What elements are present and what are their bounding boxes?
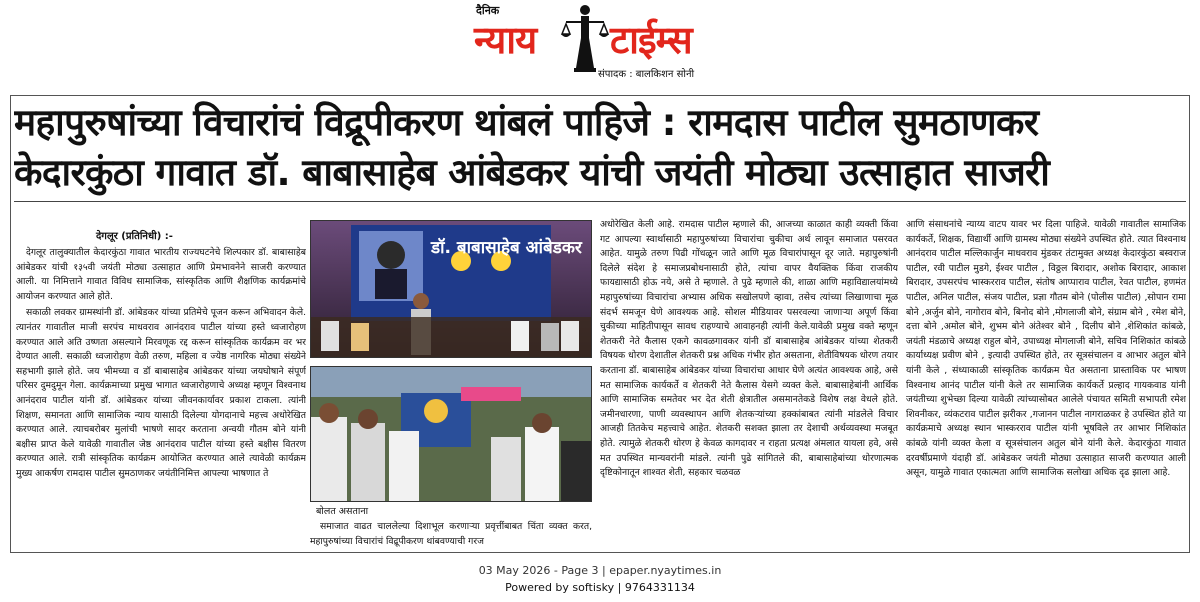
masthead-dainik: दैनिक <box>476 4 500 17</box>
headline-primary: महापुरुषांच्या विचारांचं विद्रूपीकरण थांबलं पाहिजे : रामदास पाटील सुमठाणकर <box>14 101 1039 144</box>
footer-powered-by: Powered by softisky | 9764331134 <box>505 581 695 594</box>
article-column-2 <box>310 520 592 552</box>
dateline: देगलूर (प्रतिनिधी) :- <box>96 231 173 242</box>
article-paragraph: अधोरेखित केली आहे. रामदास पाटील म्हणाले की, आजच्या काळात काही व्यक्ती किंवा गट आपल्या स्वार्थासाठी महापुरुषांच्या विचारांचा चुकीचा अर्थ लावून समाजात पसरवत आहेत. यामुळे तरुण पिढी गोंधळून जाते आणि मूळ विचारांपासून दूर जाते. महापुरुषांनी दिलेले संदेश हे समाजप्रबोधनासाठी होते, त्यांचा वापर वैयक्तिक किंवा राजकीय फायद्यासाठी होऊ नये, असे ते म्हणाले. ते पुढे म्हणाले की, शाळा आणि महाविद्यालयांमध्ये महापुरुषांच्या विचारांचा अभ्यास अधिक सखोलपणे व्हावा, तसेच त्यांच्या लिखाणाचा मूळ संदर्भ समजून घेणे आवश्यक आहे. सोशल मीडियावर पसरवल्या जाणाऱ्या अपूर्ण किंवा चुकीच्या माहितीपासून सावध राहण्याचे आवाहनही त्यांनी केले.यावेळी प्रमुख वक्ते म्हणून शेतकरी नेते कैलास एकगे कावळगावकर यांनी डॉ बाबासाहेब आंबेडकर यांच्या शेतकरी विषयक धोरण देशातील शेतकरी प्रश्न अधिक गंभीर होत असताना, शेतीविषयक धोरण तयार करताना डॉ. बाबासाहेब आंबेडकर यांच्या विचारांचा आधार घेणे अत्यंत आवश्यक आहे, असे मत सामाजिक कार्यकर्ते व शेतकरी नेते कैलास येसगे व्यक्त केले. बाबासाहेबांनी आर्थिक आणि सामाजिक समतेवर भर देत शेती क्षेत्रातील असमानतेकडे विशेष लक्ष वेधले होते. जमीनधारणा, पाणी व्यवस्थापन आणि शेतकऱ्यांच्या हक्कांबाबत त्यांनी मांडलेले विचार आजही तितकेच महत्त्वाचे आहेत. शेतकरी सशक्त झाला तर देशाची अर्थव्यवस्था मजबूत होते. त्यामुळे शेतकरी धोरण हे केवळ कागदावर न राहता प्रत्यक्ष अंमलात यायला हवे, असे मत उपस्थित मान्यवरांनी मांडले. त्यांनी पुढे सांगितले की, बाबासाहेबांच्या धोरणात्मक दृष्टिकोनातून शाश्वत शेती, सहकार चळवळ <box>600 219 898 479</box>
article-paragraph: देगलूर तालुक्यातील केदारकुंठा गावात भारतीय राज्यघटनेचे शिल्पकार डॉ. बाबासाहेब आंबेडकर यांची १३५वी जयंती मोठ्या उत्साहात आणि प्रेमभावनेने साजरी करण्यात आली. या निमित्ताने गावात विविध सामाजिक, सांस्कृतिक आणि शैक्षणिक कार्यक्रमांचे आयोजन करण्यात आले होते. <box>16 247 306 302</box>
headline-divider <box>14 201 1186 202</box>
masthead-title-left: न्याय <box>474 18 537 62</box>
stage-banner-text: डॉ. बाबासाहेब आंबेडकर <box>431 238 582 258</box>
article-column-1 <box>16 226 306 546</box>
photo-caption: बोलत असताना <box>316 506 369 517</box>
headline-secondary: केदारकुंठा गावात डॉ. बाबासाहेब आंबेडकर यांची जयंती मोठ्या उत्साहात साजरी <box>14 151 1050 194</box>
justice-figure-icon <box>560 2 610 74</box>
article-paragraph: समाजात वाढत चाललेल्या दिशाभूल करणाऱ्या प्रवृत्तींबाबत चिंता व्यक्त करत, महापुरुषांच्या विचारांचं विद्रूपीकरण थांबवण्याची गरज <box>310 521 592 547</box>
footer-page-info: 03 May 2026 - Page 3 | epaper.nyaytimes.in <box>478 564 722 577</box>
event-photo-stage <box>310 220 592 358</box>
article-column-3 <box>600 218 898 552</box>
event-photo-crowd <box>310 366 592 502</box>
masthead-editor: संपादक : बालकिशन सोनी <box>598 69 695 80</box>
crowd-photo-illustration <box>311 367 592 502</box>
article-paragraph: सकाळी लवकर ग्रामस्थांनी डॉ. आंबेडकर यांच्या प्रतिमेचे पूजन करून अभिवादन केले. त्यानंतर गावातील माजी सरपंच माधवराव आनंदराव पाटील यांच्या हस्ते ध्वजारोहण करण्यात आले अति उष्णता असल्याने मिरवणूक रद्द करून सांस्कृतिक कार्यक्रम वर भर देण्यात आली. सकाळी ध्वजारोहण वेळी तरुण, महिला व ज्येष्ठ नागरिक मोठ्या संख्येने सहभागी झाले होते. जय भीमच्या व डॉ बाबासाहेब आंबेडकर यांच्या जयघोषाने संपूर्ण परिसर दुमदुमून गेला. कार्यक्रमाच्या प्रमुख भागात ध्वजारोहणाचे अध्यक्ष म्हणून विश्वनाथ आनंदराव पाटील यांनी डॉ. आंबेडकर यांच्या जीवनकार्यावर प्रकाश टाकला. त्यांनी शिक्षण, समानता आणि सामाजिक न्याय यासाठी दिलेल्या योगदानाचे महत्त्व अधोरेखित करण्यात आले. त्याचबरोबर मुलांची भाषणे सादर करताना अन्वयी गौतम बोने यांनी बक्षीस प्राप्त केले यावेळी गावातील जेष्ठ आनंदराव पाटील यांच्या हस्ते बक्षीस वितरण करण्यात आले. रात्री सांस्कृतिक कार्यक्रम आयोजित करण्यात आले त्यावेळी कार्यक्रम मुख्य आकर्षण रामदास पाटील सुमठाणकर जयंतीनिमित्त आपल्या भाषणात ते <box>16 307 306 479</box>
masthead-title-right: टाईम्स <box>610 18 692 62</box>
article-column-4 <box>906 218 1186 552</box>
masthead <box>0 0 1200 90</box>
article-paragraph: आणि संसाधनांचे न्याय्य वाटप यावर भर दिला पाहिजे. यावेळी गावातील सामाजिक कार्यकर्ते, शिक्षक, विद्यार्थी आणि ग्रामस्थ मोठ्या संख्येने उपस्थित होते. त्यात विश्वनाथ आनंदराव पाटील मल्लिकार्जुन माधवराव मुंडकर तंटामुक्त अध्यक्ष केदारकुंठा बस्वराज पाटील, रवी पाटील मुडगे, ईश्वर पाटील , विठ्ठल बिरादार, अशोक बिरादार, आकाश बिरादार, उपसरपंच भास्करराव पाटील, संतोष आप्पाराव पाटील, रेवत पाटील, हणमंत पाटील, अनिल पाटील, संजय पाटील, प्रज्ञा गौतम बोने (पोलीस पाटील) ,सोपान रामा बोने ,अर्जुन बोने, नागोराव बोने, बिनोद बोने ,मोगलाजी बोने, संग्राम बोने , रमेश बोने, दत्ता बोने ,अमोल बोने, शुभम बोने अंतेश्वर बोने , दिलीप बोने ,शेशिकांत कांबळे, जयंती मंडळाचे अध्यक्ष राहुल बोने, उपाध्यक्ष मोगलाजी बोने, सचिव निशिकांत कांबळे कार्याध्यक्ष प्रवीण बोने , इत्यादी उपस्थित होते, तर सूत्रसंचालन व आभार अतुल बोने यांनी केले , संध्याकाळी सांस्कृतिक कार्यक्रम घेत असताना प्रास्ताविक पर भाषण विश्वनाथ आनंद पाटील यांनी केले तर सामाजिक कार्यकर्ते प्रल्हाद गायकवाड यांनी जयंतीच्या शुभेच्छा दिल्या यावेळी त्यांच्यासोबत आलेले पंचायत समिती सभापती रमेश शिवनीकर, व्यंकटराव पाटील झरीकर ,गजानन पाटील नागराळकर हे उपस्थित होते या कार्यक्रमाचे अध्यक्ष स्थान भास्करराव पाटील यांनी भूषविले तर आभार निशिकांत कांबळे यांनी व्यक्त केला व सूत्रसंचालन अतुल बोने यांनी केले. केदारकुंठा गावात दरवर्षीप्रमाणे यंदाही डॉ. आंबेडकर जयंती मोठ्या उत्साहात साजरी करण्यात आली असून, यामुळे गावात एकात्मता आणि सामाजिक सलोखा अधिक दृढ झाला आहे. <box>906 219 1186 479</box>
